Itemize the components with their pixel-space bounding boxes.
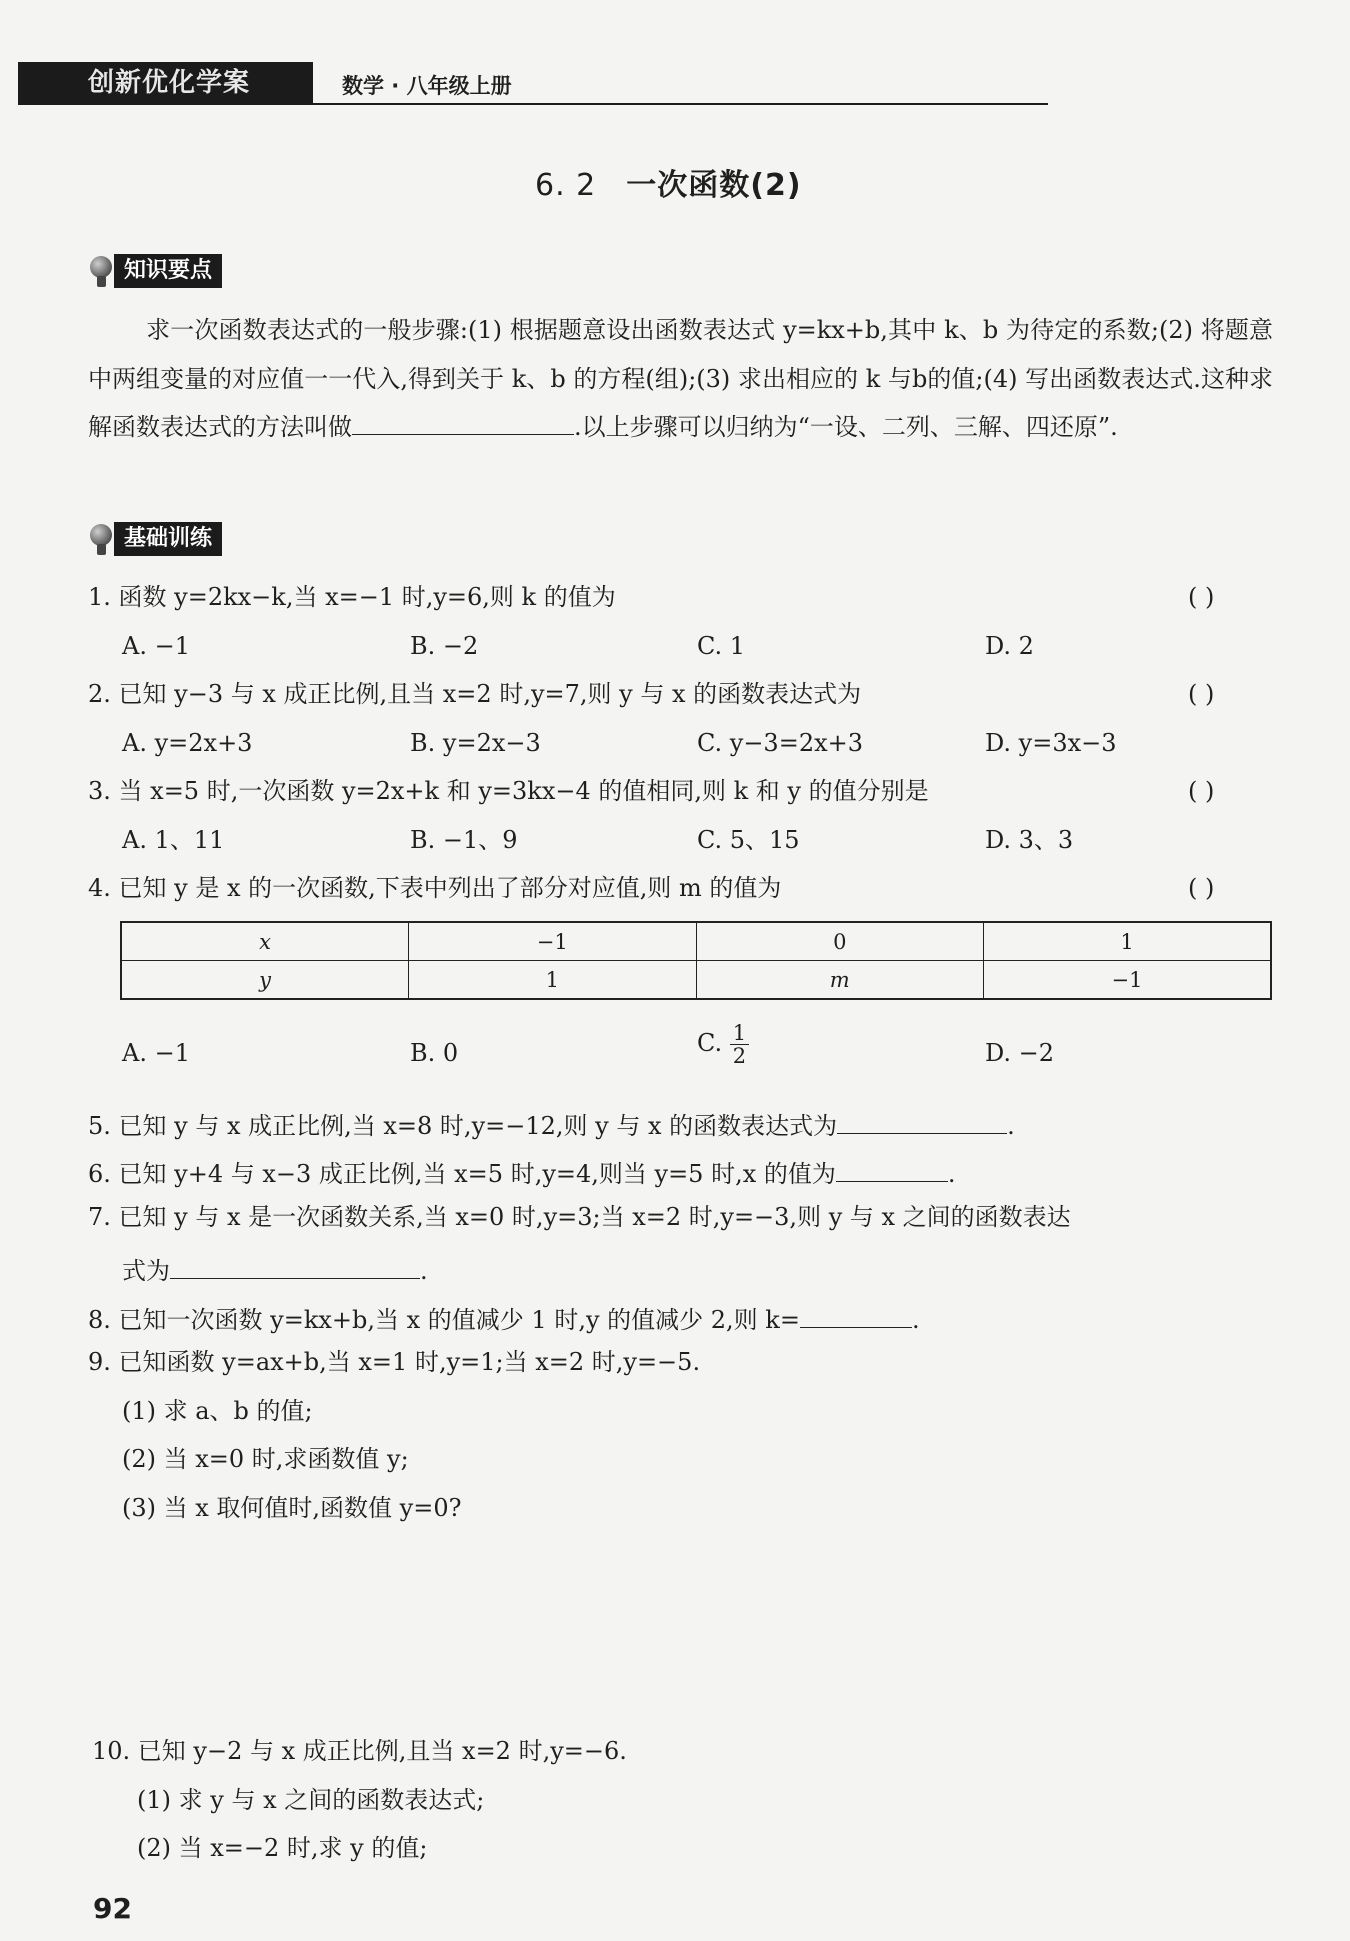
- question-8-text: 8. 已知一次函数 y=kx+b,当 x 的值减少 1 时,y 的值减少 2,则 k=: [88, 1306, 800, 1334]
- answer-blank[interactable]: [800, 1299, 912, 1328]
- question-7-text: 式为: [122, 1257, 170, 1285]
- page-number: 92: [93, 1892, 132, 1925]
- question-5-text: 5. 已知 y 与 x 成正比例,当 x=8 时,y=−12,则 y 与 x 的函数表达式为: [88, 1112, 838, 1140]
- question-7-line2: [122, 1250, 428, 1286]
- question-6-text: 6. 已知 y+4 与 x−3 成正比例,当 x=5 时,y=4,则当 y=5 时,x 的值为: [88, 1160, 836, 1188]
- option-1d[interactable]: D. 2: [985, 632, 1034, 660]
- option-2c[interactable]: C. y−3=2x+3: [697, 729, 863, 757]
- question-9-part-2: (2) 当 x=0 时,求函数值 y;: [122, 1445, 409, 1473]
- option-2a[interactable]: A. y=2x+3: [122, 729, 253, 757]
- option-3a[interactable]: A. 1、11: [122, 826, 225, 854]
- table-cell: −1: [409, 922, 697, 961]
- option-1a[interactable]: A. −1: [122, 632, 190, 660]
- question-4: 4. 已知 y 是 x 的一次函数,下表中列出了部分对应值,则 m 的值为: [88, 874, 782, 902]
- subject-label: 数学 · 八年级上册: [342, 74, 512, 98]
- answer-blank[interactable]: [836, 1153, 948, 1182]
- section-title-text: 一次函数(2): [626, 168, 802, 203]
- table-cell: −1: [984, 961, 1272, 1000]
- option-2d[interactable]: D. y=3x−3: [985, 729, 1117, 757]
- option-4c[interactable]: [697, 1022, 749, 1067]
- option-4a[interactable]: A. −1: [122, 1039, 190, 1067]
- question-5-end: .: [1007, 1112, 1015, 1140]
- question-10: 10. 已知 y−2 与 x 成正比例,且当 x=2 时,y=−6.: [92, 1737, 627, 1765]
- knowledge-tag-label: 知识要点: [114, 254, 222, 288]
- question-5: [88, 1105, 1015, 1141]
- option-2b[interactable]: B. y=2x−3: [410, 729, 541, 757]
- table-cell: x: [121, 922, 409, 961]
- option-4c-label: C.: [697, 1029, 723, 1057]
- question-10-part-2: (2) 当 x=−2 时,求 y 的值;: [137, 1834, 428, 1862]
- table-cell: m: [696, 961, 984, 1000]
- page-title: [535, 160, 802, 204]
- option-1b[interactable]: B. −2: [410, 632, 479, 660]
- training-tag-label: 基础训练: [114, 522, 222, 556]
- question-7: 7. 已知 y 与 x 是一次函数关系,当 x=0 时,y=3;当 x=2 时,y=−3,则 y 与 x 之间的函数表达: [88, 1203, 1071, 1231]
- table-cell: 1: [984, 922, 1272, 961]
- lightbulb-icon: [88, 254, 114, 288]
- option-4b[interactable]: B. 0: [410, 1039, 459, 1067]
- fraction: [730, 1022, 749, 1067]
- question-10-part-1: (1) 求 y 与 x 之间的函数表达式;: [137, 1786, 485, 1814]
- knowledge-text-1: 求一次函数表达式的一般步骤:(1) 根据题意设出函数表达式 y=kx+b,其中 k、b 为待定的系数;(2) 将题意中两组变量的对应值一一代入,得到关于 k、b 的方程(组);(3) 求出相应的 k 与b的值;(4) 写出函数表达式.这种求解函数表达式的方法叫做: [88, 316, 1273, 441]
- section-number: 6. 2: [535, 168, 597, 203]
- knowledge-tag: [88, 254, 222, 288]
- question-3: 3. 当 x=5 时,一次函数 y=2x+k 和 y=3kx−4 的值相同,则 k 和 y 的值分别是: [88, 777, 929, 805]
- header-divider: [18, 103, 1048, 105]
- answer-paren-1[interactable]: ( ): [1188, 583, 1215, 611]
- table-row: [121, 922, 1271, 961]
- question-6: [88, 1153, 956, 1189]
- brand-banner: 创新优化学案: [18, 62, 313, 104]
- question-7-end: .: [420, 1257, 428, 1285]
- option-3b[interactable]: B. −1、9: [410, 826, 518, 854]
- question-9: 9. 已知函数 y=ax+b,当 x=1 时,y=1;当 x=2 时,y=−5.: [88, 1348, 701, 1376]
- table-cell: y: [121, 961, 409, 1000]
- question-8: [88, 1299, 920, 1335]
- answer-blank[interactable]: [352, 406, 574, 435]
- question-9-part-1: (1) 求 a、b 的值;: [122, 1397, 313, 1425]
- answer-paren-4[interactable]: ( ): [1188, 874, 1215, 902]
- option-1c[interactable]: C. 1: [697, 632, 746, 660]
- fraction-numerator: 1: [730, 1022, 749, 1045]
- question-6-end: .: [947, 1160, 956, 1188]
- table-cell: 1: [409, 961, 697, 1000]
- answer-blank[interactable]: [837, 1105, 1007, 1134]
- question-1: 1. 函数 y=2kx−k,当 x=−1 时,y=6,则 k 的值为: [88, 583, 616, 611]
- value-table: [120, 921, 1272, 1000]
- answer-paren-2[interactable]: ( ): [1188, 680, 1215, 708]
- option-3c[interactable]: C. 5、15: [697, 826, 800, 854]
- option-4d[interactable]: D. −2: [985, 1039, 1055, 1067]
- fraction-denominator: 2: [732, 1044, 747, 1068]
- option-3d[interactable]: D. 3、3: [985, 826, 1074, 854]
- answer-paren-3[interactable]: ( ): [1188, 777, 1215, 805]
- lightbulb-icon: [88, 522, 114, 556]
- question-8-end: .: [911, 1306, 920, 1334]
- table-row: [121, 961, 1271, 1000]
- table-cell: 0: [696, 922, 984, 961]
- question-9-part-3: (3) 当 x 取何值时,函数值 y=0?: [122, 1494, 462, 1522]
- knowledge-paragraph: [88, 306, 1273, 452]
- knowledge-text-2: .以上步骤可以归纳为“一设、二列、三解、四还原”.: [574, 413, 1118, 441]
- answer-blank[interactable]: [170, 1250, 420, 1279]
- question-2: 2. 已知 y−3 与 x 成正比例,且当 x=2 时,y=7,则 y 与 x 的函数表达式为: [88, 680, 862, 708]
- training-tag: [88, 522, 222, 556]
